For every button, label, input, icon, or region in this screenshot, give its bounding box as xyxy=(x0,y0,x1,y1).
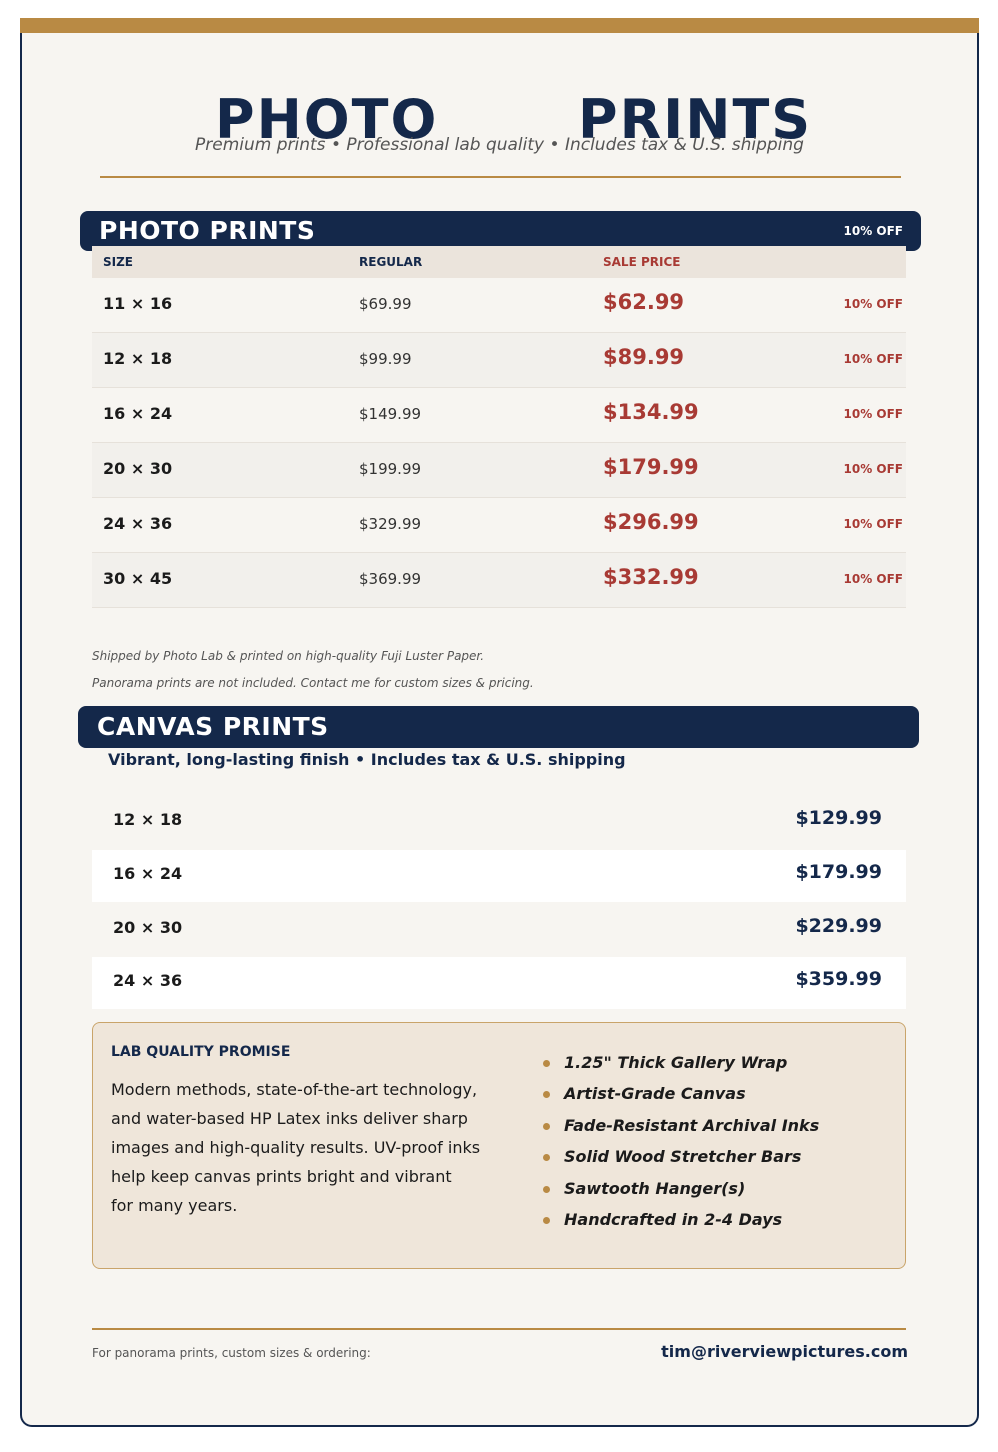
feature-text: Solid Wood Stretcher Bars xyxy=(564,1147,802,1167)
canvas-price: $229.99 xyxy=(795,915,882,937)
contact-email-link[interactable]: tim@riverviewpictures.com xyxy=(661,1342,908,1361)
promise-line: and water-based HP Latex inks deliver sharp xyxy=(111,1109,468,1128)
column-regular: REGULAR xyxy=(359,255,423,269)
row-sale-price: $179.99 xyxy=(603,455,699,479)
feature-item xyxy=(541,1084,819,1115)
photo-table-header xyxy=(92,246,906,278)
photo-prints-heading: PHOTO PRINTS xyxy=(99,216,316,245)
bullet-icon xyxy=(543,1123,550,1130)
row-sale-price: $89.99 xyxy=(603,345,685,369)
promise-line: images and high-quality results. UV-proof inks xyxy=(111,1138,481,1157)
promise-body xyxy=(111,1075,501,1220)
row-size: 24 × 36 xyxy=(103,514,173,533)
canvas-size: 20 × 30 xyxy=(113,918,183,937)
discount-badge: 10% OFF xyxy=(843,224,903,238)
row-discount: 10% OFF xyxy=(843,572,903,586)
canvas-subtitle: Vibrant, long-lasting finish • Includes tax & U.S. shipping xyxy=(108,750,626,769)
feature-item xyxy=(541,1053,819,1084)
row-discount: 10% OFF xyxy=(843,407,903,421)
row-discount: 10% OFF xyxy=(843,462,903,476)
canvas-prints-header xyxy=(78,706,919,748)
list-item xyxy=(92,850,906,902)
panorama-note: Panorama prints are not included. Contact me for custom sizes & pricing. xyxy=(92,676,534,690)
promise-line: Modern methods, state-of-the-art technology, xyxy=(111,1080,478,1099)
feature-item xyxy=(541,1179,819,1210)
table-row xyxy=(92,388,906,443)
bullet-icon xyxy=(543,1154,550,1161)
feature-text: Fade-Resistant Archival Inks xyxy=(564,1115,820,1135)
feature-item xyxy=(541,1147,819,1178)
column-sale-price: SALE PRICE xyxy=(603,255,681,269)
row-discount: 10% OFF xyxy=(843,517,903,531)
row-sale-price: $332.99 xyxy=(603,565,699,589)
lab-quality-promise xyxy=(92,1022,906,1269)
feature-list xyxy=(541,1053,819,1241)
canvas-price: $359.99 xyxy=(795,968,882,990)
row-regular-price: $69.99 xyxy=(359,295,412,313)
table-row xyxy=(92,553,906,608)
row-size: 11 × 16 xyxy=(103,294,173,313)
title-word-prints: PRINTS xyxy=(578,88,813,151)
footer-divider xyxy=(92,1328,906,1330)
feature-item xyxy=(541,1116,819,1147)
bullet-icon xyxy=(543,1186,550,1193)
canvas-size: 24 × 36 xyxy=(113,971,183,990)
column-size: SIZE xyxy=(103,255,134,269)
canvas-prints-heading: CANVAS PRINTS xyxy=(97,712,329,741)
feature-text: Artist-Grade Canvas xyxy=(564,1084,746,1104)
title-word-photo: PHOTO xyxy=(215,88,439,151)
row-regular-price: $199.99 xyxy=(359,460,422,478)
footer-text: For panorama prints, custom sizes & ordering: xyxy=(92,1346,371,1360)
bullet-icon xyxy=(543,1217,550,1224)
row-regular-price: $369.99 xyxy=(359,570,422,588)
table-row xyxy=(92,498,906,553)
row-regular-price: $149.99 xyxy=(359,405,422,423)
promise-line: help keep canvas prints bright and vibrant xyxy=(111,1167,452,1186)
list-item xyxy=(92,904,906,956)
row-size: 12 × 18 xyxy=(103,349,173,368)
shipping-note: Shipped by Photo Lab & printed on high-quality Fuji Luster Paper. xyxy=(92,649,485,663)
row-sale-price: $134.99 xyxy=(603,400,699,424)
row-regular-price: $99.99 xyxy=(359,350,412,368)
row-regular-price: $329.99 xyxy=(359,515,422,533)
row-size: 30 × 45 xyxy=(103,569,173,588)
row-sale-price: $296.99 xyxy=(603,510,699,534)
row-size: 20 × 30 xyxy=(103,459,173,478)
row-discount: 10% OFF xyxy=(843,352,903,366)
table-row xyxy=(92,278,906,333)
bullet-icon xyxy=(543,1060,550,1067)
row-sale-price: $62.99 xyxy=(603,290,685,314)
content-layer xyxy=(20,0,979,1452)
feature-text: 1.25" Thick Gallery Wrap xyxy=(564,1053,788,1072)
table-row xyxy=(92,443,906,498)
canvas-size: 16 × 24 xyxy=(113,864,183,883)
row-size: 16 × 24 xyxy=(103,404,173,423)
page-subtitle: Premium prints • Professional lab quality • Includes tax & U.S. shipping xyxy=(195,135,804,155)
row-discount: 10% OFF xyxy=(843,297,903,311)
canvas-size: 12 × 18 xyxy=(113,810,183,829)
feature-text: Handcrafted in 2-4 Days xyxy=(564,1209,783,1229)
promise-line: for many years. xyxy=(111,1196,238,1215)
bullet-icon xyxy=(543,1091,550,1098)
list-item xyxy=(92,957,906,1009)
feature-item xyxy=(541,1210,819,1241)
list-item xyxy=(92,796,906,848)
promise-title: LAB QUALITY PROMISE xyxy=(111,1044,291,1060)
canvas-price: $179.99 xyxy=(795,861,882,883)
feature-text: Sawtooth Hanger(s) xyxy=(564,1178,746,1198)
canvas-price: $129.99 xyxy=(795,807,882,829)
table-row xyxy=(92,333,906,388)
